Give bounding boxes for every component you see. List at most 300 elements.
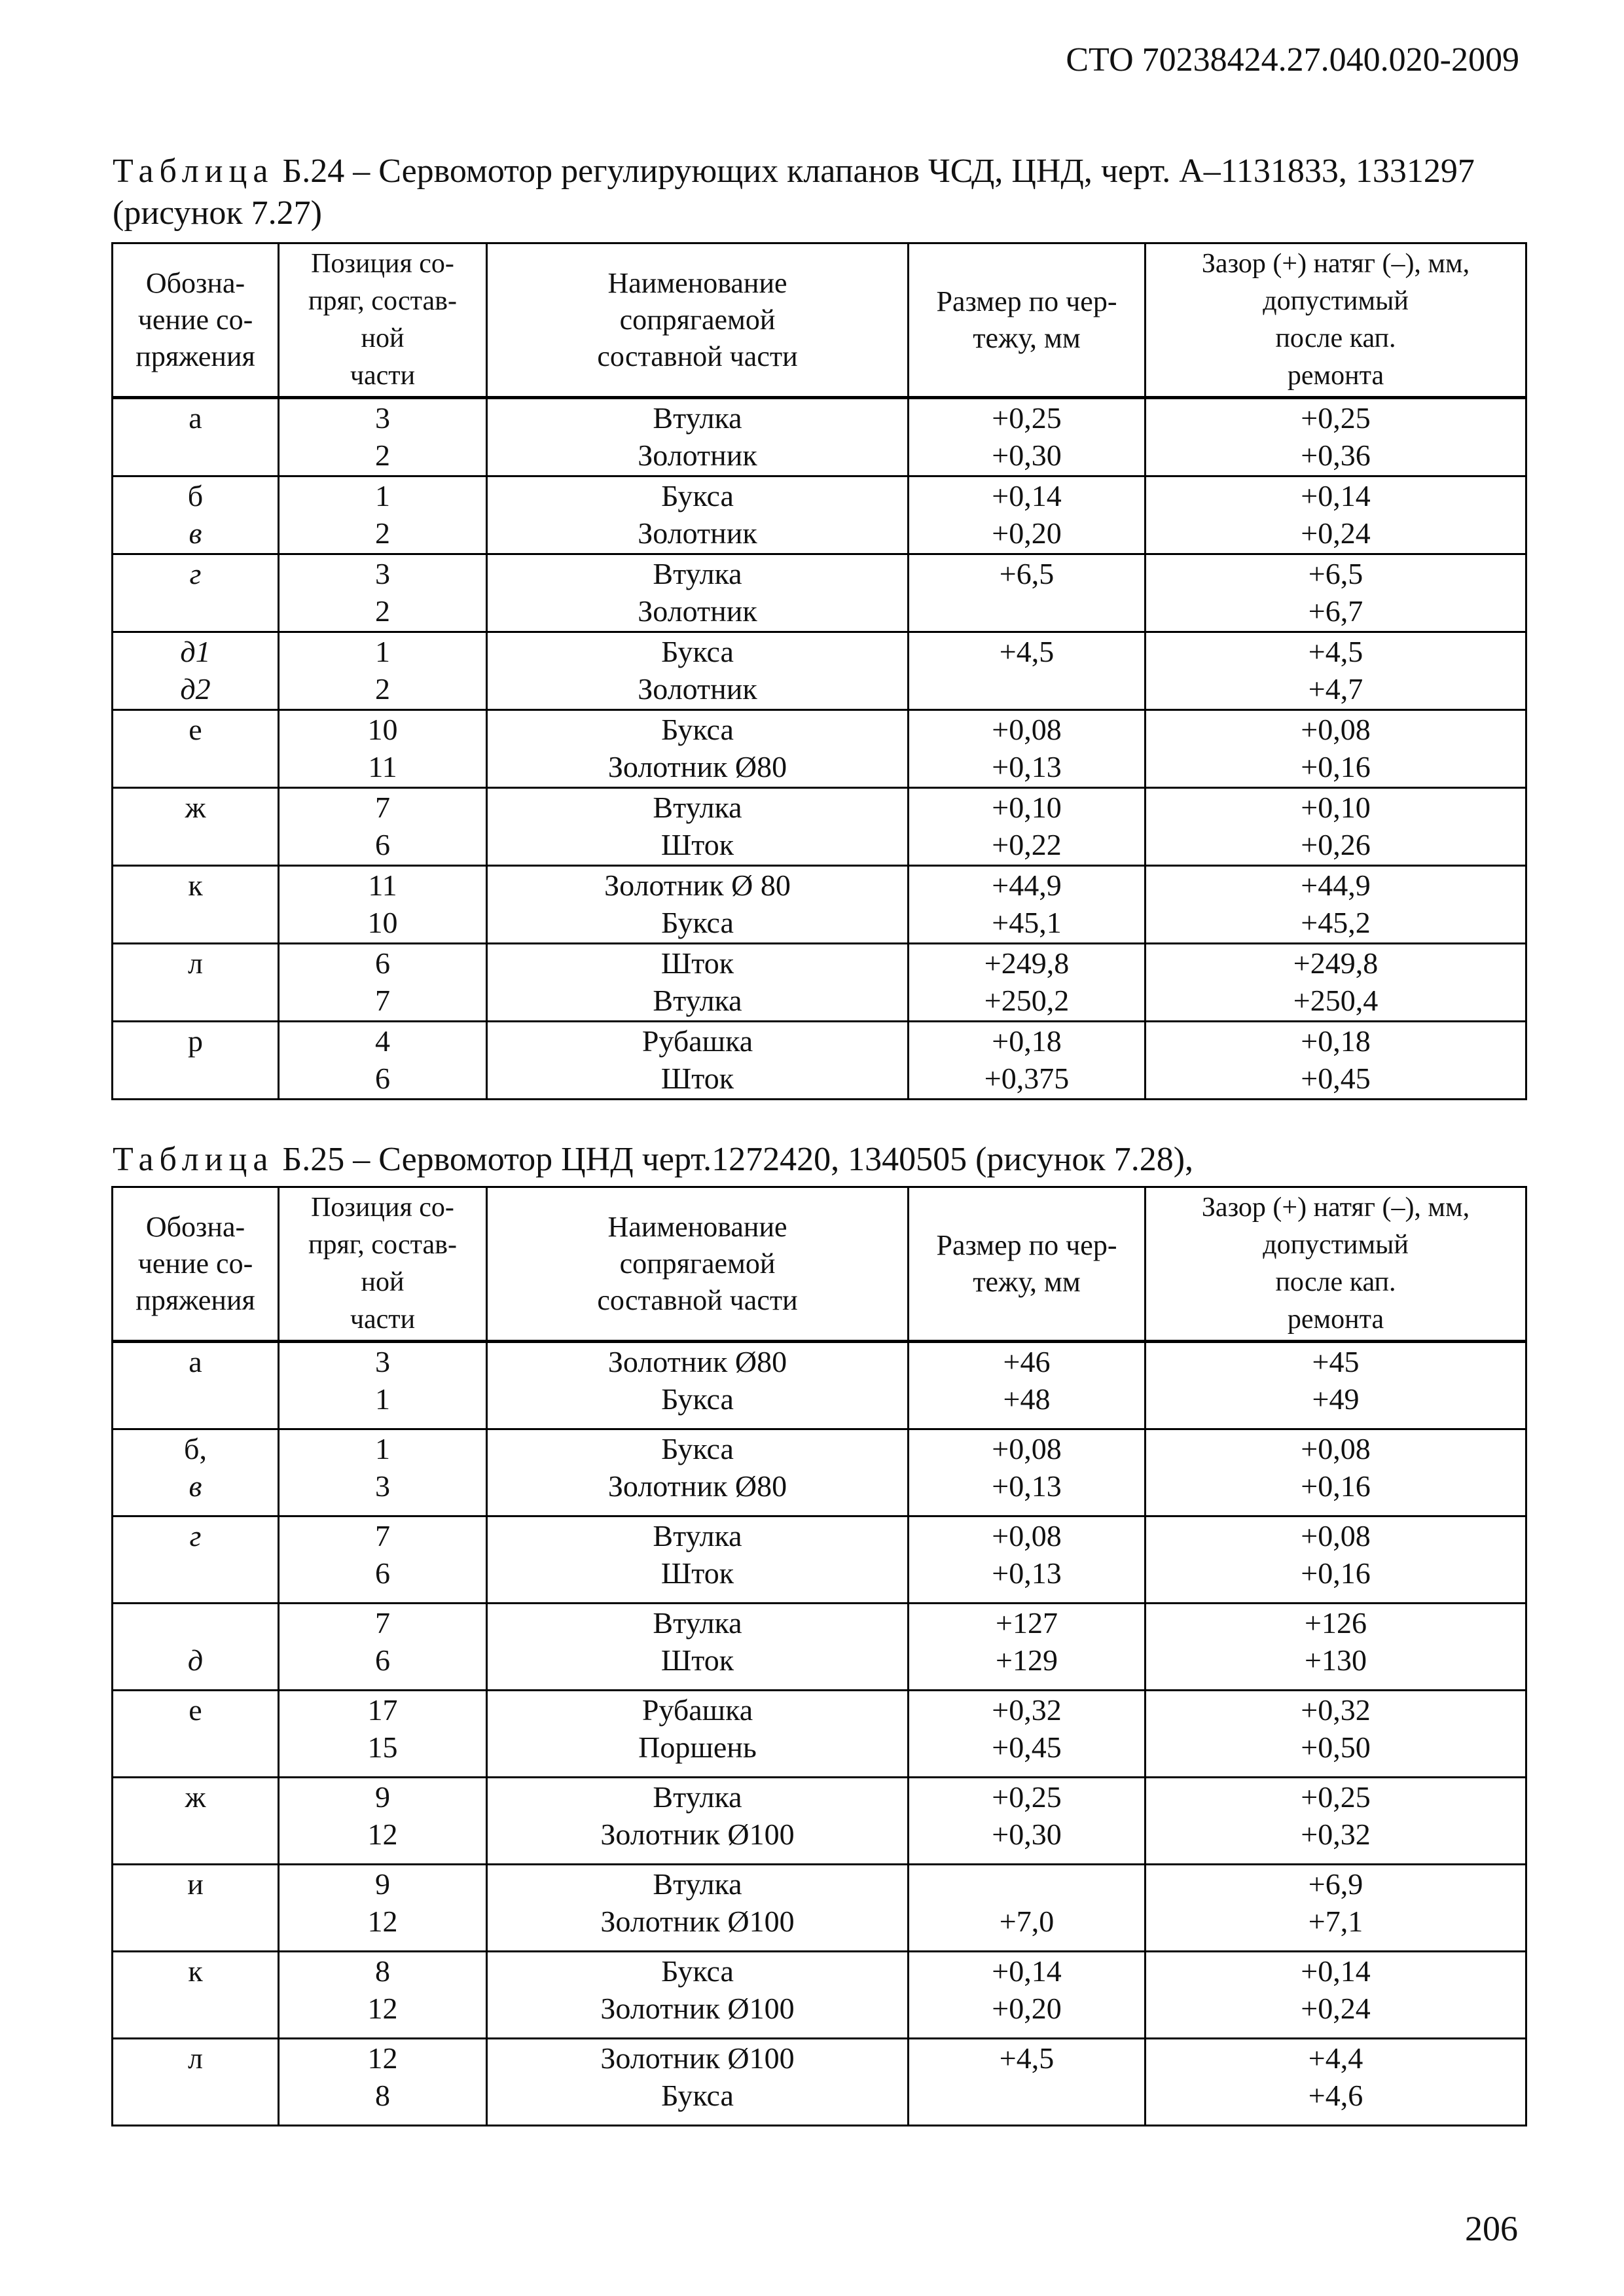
header-line: ремонта [1287, 361, 1384, 391]
cell-line: Букса [661, 1432, 734, 1465]
cell-line: +0,30 [992, 439, 1062, 472]
cell-line: 12 [367, 1818, 398, 1851]
header-designation [113, 243, 279, 398]
designation-cell [113, 1778, 279, 1865]
cell-line [116, 1554, 275, 1592]
cell-line: Золотник [638, 516, 757, 550]
cell-line: Букса [661, 2079, 734, 2112]
cell-line: 15 [367, 1731, 398, 1764]
drawing-size-cell [909, 710, 1146, 788]
cell-line: Втулка [653, 557, 742, 590]
position-cell [279, 1022, 487, 1100]
cell-line: Шток [660, 946, 734, 980]
cell-line: 1 [375, 1432, 390, 1465]
cell-line [116, 748, 275, 785]
cell-line: Букса [661, 906, 734, 939]
designation-cell [113, 554, 279, 632]
cell-line: +0,24 [1301, 516, 1371, 550]
cell-line: Втулка [653, 1867, 742, 1901]
clearance-cell [1146, 632, 1526, 710]
cell-line: Шток [660, 828, 734, 861]
header-line: тежу, мм [973, 322, 1081, 354]
clearance-cell [1146, 1429, 1526, 1516]
header-line: чение со- [137, 304, 253, 336]
position-cell [279, 1691, 487, 1778]
cell-line: +6,5 [999, 557, 1055, 590]
cell-line: +0,10 [992, 791, 1062, 824]
part-name-cell [487, 944, 909, 1022]
table-b24-body [113, 398, 1526, 1100]
cell-line: 1 [375, 479, 390, 512]
clearance-cell [1146, 1691, 1526, 1778]
cell-line: +0,14 [992, 479, 1062, 512]
table-row [113, 1022, 1526, 1100]
designation-cell [113, 1691, 279, 1778]
cell-line: Букса [661, 1382, 734, 1416]
cell-line: г [189, 557, 202, 590]
cell-line: +0,14 [1301, 1954, 1371, 1988]
drawing-size-cell [909, 944, 1146, 1022]
position-cell [279, 398, 487, 476]
part-name-cell [487, 1429, 909, 1516]
cell-line: +0,32 [1301, 1693, 1371, 1727]
header-drawing-size [909, 1187, 1146, 1342]
drawing-size-cell [909, 1778, 1146, 1865]
clearance-cell [1146, 1865, 1526, 1952]
table-row [113, 476, 1526, 554]
header-line: чение со- [137, 1247, 253, 1280]
caption-text: Б.25 – Сервомотор ЦНД черт.1272420, 1340505 (рисунок 7.28), [274, 1141, 1194, 1178]
cell-line: Шток [660, 1643, 734, 1677]
caption-label: Таблица [113, 152, 274, 190]
cell-line: +44,9 [1301, 869, 1371, 902]
table-row [113, 1429, 1526, 1516]
cell-line: Золотник Ø100 [600, 2041, 795, 2075]
cell-line: 1 [375, 635, 390, 668]
part-name-cell [487, 632, 909, 710]
header-line: Зазор (+) натяг (–), мм, [1201, 249, 1470, 279]
position-cell [279, 1952, 487, 2039]
cell-line: 2 [375, 672, 390, 706]
cell-line: 6 [375, 1062, 390, 1095]
header-line: части [350, 361, 416, 391]
cell-line: +0,45 [992, 1731, 1062, 1764]
header-line: ной [361, 323, 405, 353]
clearance-cell [1146, 1342, 1526, 1429]
header-line: ной [361, 1267, 405, 1297]
table-row [113, 710, 1526, 788]
cell-line: 8 [375, 2079, 390, 2112]
designation-cell [113, 1342, 279, 1429]
part-name-cell [487, 1516, 909, 1604]
part-name-cell [487, 1952, 909, 2039]
cell-line: +44,9 [992, 869, 1062, 902]
cell-line: +4,5 [1308, 635, 1363, 668]
cell-line: +4,5 [999, 2041, 1055, 2075]
cell-line: +0,14 [1301, 479, 1371, 512]
cell-line: +127 [996, 1606, 1058, 1640]
cell-line [116, 1903, 275, 1940]
drawing-size-cell [909, 476, 1146, 554]
drawing-size-cell [909, 1604, 1146, 1691]
cell-line: д [187, 1643, 204, 1677]
cell-line: Золотник Ø80 [607, 750, 787, 783]
header-line: сопрягаемой [619, 1247, 776, 1280]
cell-line: 6 [375, 828, 390, 861]
header-line: после кап. [1275, 1267, 1396, 1297]
cell-line: 11 [368, 750, 397, 783]
position-cell [279, 1778, 487, 1865]
part-name-cell [487, 1778, 909, 1865]
cell-line: 3 [375, 1345, 390, 1378]
cell-line: Втулка [653, 984, 742, 1017]
cell-line: в [189, 1469, 202, 1503]
cell-line: д2 [180, 672, 211, 706]
cell-line: 17 [367, 1693, 398, 1727]
cell-line: е [189, 1693, 202, 1727]
header-line: Обозна- [145, 267, 245, 299]
cell-line: +0,18 [1301, 1024, 1371, 1058]
cell-line: +0,16 [1301, 1469, 1371, 1503]
position-cell [279, 710, 487, 788]
drawing-size-cell [909, 1865, 1146, 1952]
clearance-cell [1146, 1604, 1526, 1691]
drawing-size-cell [909, 1342, 1146, 1429]
designation-cell [113, 1952, 279, 2039]
cell-line: +0,24 [1301, 1992, 1371, 2025]
table-row [113, 1516, 1526, 1604]
part-name-cell [487, 1865, 909, 1952]
cell-line: 1 [375, 1382, 390, 1416]
cell-line: +6,5 [1308, 557, 1363, 590]
cell-line: Золотник [638, 672, 757, 706]
designation-cell [113, 944, 279, 1022]
table-b25-caption [113, 1139, 1520, 1181]
cell-line [116, 982, 275, 1019]
cell-line: +0,25 [1301, 1780, 1371, 1814]
cell-line [116, 592, 275, 630]
cell-line: Золотник [638, 439, 757, 472]
table-b25-body [113, 1342, 1526, 2126]
position-cell [279, 1429, 487, 1516]
cell-line [912, 1865, 1142, 1903]
cell-line [116, 1990, 275, 2027]
part-name-cell [487, 710, 909, 788]
cell-line: б, [184, 1432, 207, 1465]
designation-cell [113, 1865, 279, 1952]
cell-line: +4,4 [1308, 2041, 1363, 2075]
cell-line: +0,45 [1301, 1062, 1371, 1095]
header-line: после кап. [1275, 323, 1396, 353]
header-line: Позиция со- [311, 249, 454, 279]
cell-line: р [188, 1024, 203, 1058]
cell-line: л [188, 946, 203, 980]
cell-line: +0,08 [1301, 1432, 1371, 1465]
cell-line: +0,18 [992, 1024, 1062, 1058]
cell-line: 3 [375, 1469, 390, 1503]
caption-text: Б.24 – Сервомотор регулирующих клапанов ЧСД, ЦНД, черт. А–1131833, 1331297 (рисунок 7.27) [113, 152, 1475, 232]
document-code: СТО 70238424.27.040.020-2009 [1066, 41, 1519, 79]
cell-line: 11 [368, 869, 397, 902]
table-b24-caption [113, 151, 1520, 234]
cell-line: +0,375 [984, 1062, 1070, 1095]
cell-line: +0,13 [992, 1469, 1062, 1503]
drawing-size-cell [909, 398, 1146, 476]
drawing-size-cell [909, 632, 1146, 710]
cell-line: 9 [375, 1780, 390, 1814]
cell-line: л [188, 2041, 203, 2075]
part-name-cell [487, 2039, 909, 2126]
cell-line: б [187, 479, 204, 512]
cell-line: +0,13 [992, 750, 1062, 783]
header-drawing-size [909, 243, 1146, 398]
position-cell [279, 866, 487, 944]
part-name-cell [487, 554, 909, 632]
cell-line [912, 670, 1142, 708]
cell-line: Букса [661, 713, 734, 746]
table-header-row [113, 243, 1526, 398]
header-line: Наименование [607, 1211, 787, 1243]
clearance-cell [1146, 1952, 1526, 2039]
designation-cell [113, 866, 279, 944]
clearance-cell [1146, 788, 1526, 866]
part-name-cell [487, 1342, 909, 1429]
cell-line: +0,16 [1301, 750, 1371, 783]
cell-line: Втулка [653, 1780, 742, 1814]
cell-line: 7 [375, 1519, 390, 1552]
part-name-cell [487, 1691, 909, 1778]
cell-line: +129 [996, 1643, 1058, 1677]
cell-line: +7,1 [1308, 1905, 1363, 1938]
part-name-cell [487, 476, 909, 554]
cell-line: Шток [660, 1062, 734, 1095]
cell-line: 8 [375, 1954, 390, 1988]
table-b25 [111, 1186, 1527, 2126]
part-name-cell [487, 1604, 909, 1691]
table-row [113, 788, 1526, 866]
cell-line: 9 [375, 1867, 390, 1901]
cell-line: +0,25 [992, 401, 1062, 435]
cell-line: Рубашка [641, 1693, 753, 1727]
cell-line: 4 [375, 1024, 390, 1058]
cell-line: 12 [367, 1992, 398, 2025]
header-line: составной части [597, 1284, 798, 1316]
cell-line: Поршень [638, 1731, 757, 1764]
drawing-size-cell [909, 1952, 1146, 2039]
designation-cell [113, 632, 279, 710]
header-line: тежу, мм [973, 1266, 1081, 1298]
cell-line: +0,30 [992, 1818, 1062, 1851]
header-line: Обозна- [145, 1211, 245, 1243]
cell-line [116, 2077, 275, 2114]
header-line: пряжения [135, 340, 255, 372]
cell-line: в [189, 516, 202, 550]
header-line: части [350, 1304, 416, 1335]
clearance-cell [1146, 866, 1526, 944]
cell-line: Втулка [653, 791, 742, 824]
cell-line [116, 1729, 275, 1766]
cell-line: 3 [375, 557, 390, 590]
header-line: составной части [597, 340, 798, 372]
drawing-size-cell [909, 788, 1146, 866]
cell-line: 6 [375, 1643, 390, 1677]
designation-cell [113, 710, 279, 788]
cell-line: 2 [375, 516, 390, 550]
page-number: 206 [1465, 2209, 1518, 2248]
cell-line: +46 [1003, 1345, 1051, 1378]
cell-line [116, 1816, 275, 1853]
drawing-size-cell [909, 1691, 1146, 1778]
cell-line: +0,36 [1301, 439, 1371, 472]
cell-line: а [189, 1345, 202, 1378]
position-cell [279, 476, 487, 554]
table-b24 [111, 242, 1527, 1100]
cell-line: Букса [661, 635, 734, 668]
cell-line [116, 437, 275, 474]
caption-label: Таблица [113, 1141, 274, 1178]
cell-line: +0,08 [1301, 713, 1371, 746]
cell-line [116, 826, 275, 863]
table-row [113, 554, 1526, 632]
cell-line: 7 [375, 791, 390, 824]
position-cell [279, 1604, 487, 1691]
table-row [113, 944, 1526, 1022]
position-cell [279, 2039, 487, 2126]
table-row [113, 1865, 1526, 1952]
cell-line: +0,32 [1301, 1818, 1371, 1851]
cell-line: 12 [367, 1905, 398, 1938]
cell-line: +45,1 [992, 906, 1062, 939]
clearance-cell [1146, 554, 1526, 632]
table-row [113, 1691, 1526, 1778]
table-row [113, 1952, 1526, 2039]
cell-line: +49 [1312, 1382, 1360, 1416]
cell-line: Шток [660, 1556, 734, 1590]
clearance-cell [1146, 476, 1526, 554]
cell-line: Золотник Ø80 [607, 1345, 787, 1378]
clearance-cell [1146, 398, 1526, 476]
clearance-cell [1146, 1778, 1526, 1865]
header-position [279, 243, 487, 398]
cell-line: ж [185, 791, 206, 824]
cell-line: +4,6 [1308, 2079, 1363, 2112]
table-row [113, 1604, 1526, 1691]
position-cell [279, 944, 487, 1022]
cell-line: +0,22 [992, 828, 1062, 861]
position-cell [279, 788, 487, 866]
cell-line: +6,7 [1308, 594, 1363, 628]
header-line: допустимый [1263, 286, 1409, 316]
cell-line: +126 [1305, 1606, 1367, 1640]
cell-line: +45 [1312, 1345, 1360, 1378]
cell-line: +0,08 [992, 1519, 1062, 1552]
drawing-size-cell [909, 554, 1146, 632]
cell-line: Золотник Ø100 [600, 1992, 795, 2025]
cell-line: 7 [375, 1606, 390, 1640]
table-header-row [113, 1187, 1526, 1342]
cell-line: 2 [375, 594, 390, 628]
cell-line: 2 [375, 439, 390, 472]
cell-line: +0,20 [992, 516, 1062, 550]
cell-line: г [189, 1519, 202, 1552]
cell-line [116, 904, 275, 941]
cell-line: 12 [367, 2041, 398, 2075]
header-part-name [487, 243, 909, 398]
header-line: пряг, состав- [308, 1230, 457, 1260]
clearance-cell [1146, 2039, 1526, 2126]
designation-cell [113, 2039, 279, 2126]
cell-line: +0,50 [1301, 1731, 1371, 1764]
header-position [279, 1187, 487, 1342]
cell-line: Золотник Ø100 [600, 1905, 795, 1938]
part-name-cell [487, 788, 909, 866]
header-line: Зазор (+) натяг (–), мм, [1201, 1193, 1470, 1223]
cell-line: +0,08 [992, 1432, 1062, 1465]
table-row [113, 632, 1526, 710]
table-row [113, 1778, 1526, 1865]
cell-line: ж [185, 1780, 206, 1814]
cell-line: д1 [180, 635, 211, 668]
header-line: Наименование [607, 267, 787, 299]
cell-line: +6,9 [1308, 1867, 1363, 1901]
clearance-cell [1146, 944, 1526, 1022]
cell-line: Букса [661, 479, 734, 512]
cell-line: 10 [367, 713, 398, 746]
clearance-cell [1146, 1022, 1526, 1100]
cell-line: Втулка [653, 1606, 742, 1640]
header-clearance [1146, 243, 1526, 398]
cell-line: 7 [375, 984, 390, 1017]
designation-cell [113, 1516, 279, 1604]
position-cell [279, 1865, 487, 1952]
header-line: допустимый [1263, 1230, 1409, 1260]
table-row [113, 1342, 1526, 1429]
cell-line: +0,14 [992, 1954, 1062, 1988]
part-name-cell [487, 1022, 909, 1100]
cell-line: и [187, 1867, 204, 1901]
part-name-cell [487, 866, 909, 944]
header-part-name [487, 1187, 909, 1342]
cell-line: +4,5 [999, 635, 1055, 668]
cell-line [912, 592, 1142, 630]
cell-line: +250,2 [984, 984, 1070, 1017]
cell-line: +0,20 [992, 1992, 1062, 2025]
cell-line: Букса [661, 1954, 734, 1988]
cell-line: Рубашка [641, 1024, 753, 1058]
drawing-size-cell [909, 866, 1146, 944]
cell-line: Золотник Ø 80 [604, 869, 791, 902]
designation-cell [113, 788, 279, 866]
designation-cell [113, 398, 279, 476]
table-row [113, 866, 1526, 944]
table-row [113, 2039, 1526, 2126]
cell-line: +130 [1305, 1643, 1367, 1677]
part-name-cell [487, 398, 909, 476]
header-clearance [1146, 1187, 1526, 1342]
drawing-size-cell [909, 1429, 1146, 1516]
cell-line: к [188, 1954, 203, 1988]
cell-line: Золотник Ø100 [600, 1818, 795, 1851]
header-line: сопрягаемой [619, 304, 776, 336]
cell-line: +45,2 [1301, 906, 1371, 939]
cell-line: к [188, 869, 203, 902]
cell-line: +4,7 [1308, 672, 1363, 706]
cell-line: +250,4 [1293, 984, 1379, 1017]
cell-line: +0,08 [1301, 1519, 1371, 1552]
cell-line: 3 [375, 401, 390, 435]
cell-line: 10 [367, 906, 398, 939]
cell-line: Втулка [653, 401, 742, 435]
